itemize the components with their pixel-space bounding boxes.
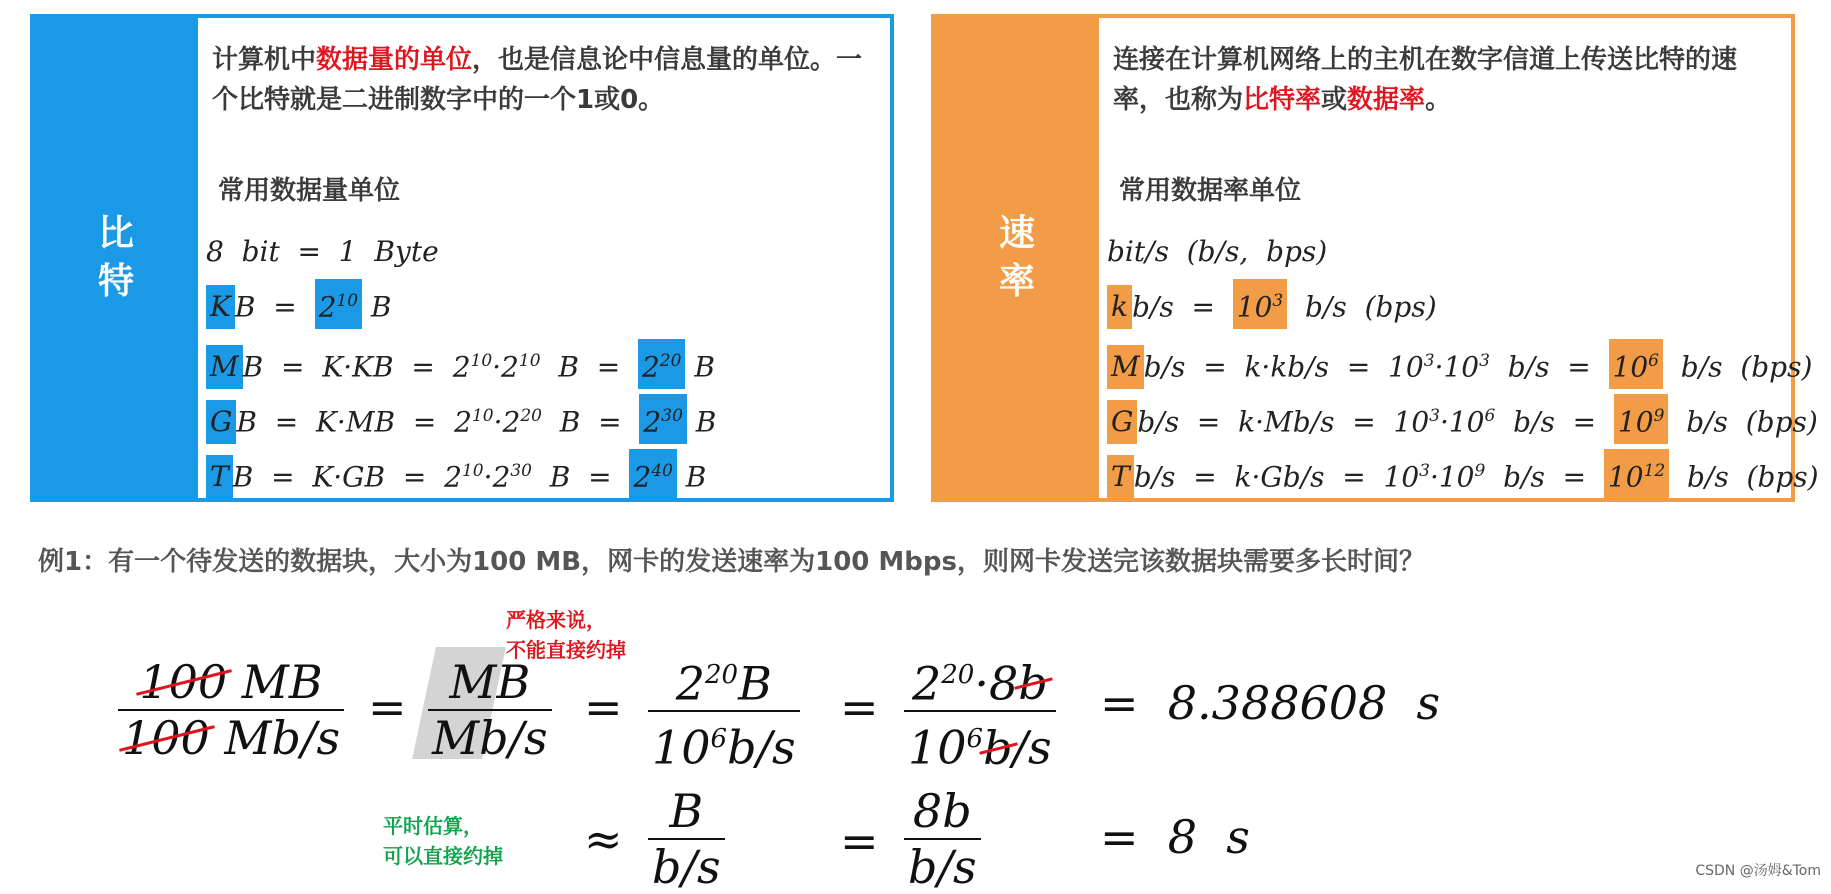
formula-mid-3: B = xyxy=(531,460,630,494)
hl-base: 10 xyxy=(1617,405,1654,439)
exp: 3 xyxy=(1423,351,1435,371)
watermark: CSDN @汤姆&Tom xyxy=(1695,863,1821,879)
hl-base: 10 xyxy=(1607,460,1644,494)
unit-prefix: k xyxy=(1107,285,1132,329)
denominator-unit: Mb/s xyxy=(209,711,341,765)
rate-side-char-1: 速 xyxy=(998,213,1035,254)
rate-desc-highlight-1: 比特率 xyxy=(1243,85,1322,115)
formula-tail: b/s (bps) xyxy=(1662,350,1813,384)
unit-rest: b/s xyxy=(1143,350,1186,384)
formula-mid: = k·Mb/s = 10 xyxy=(1179,405,1430,439)
formula-row: 8 bit = 1 Byte xyxy=(206,235,439,268)
formula-mid: = K·KB = 2 xyxy=(263,350,471,384)
formula-mid-2: ·10 xyxy=(1429,460,1475,494)
formula-mid-3: b/s = xyxy=(1485,460,1604,494)
exp: 9 xyxy=(1474,461,1486,481)
hl-exp: 12 xyxy=(1643,461,1666,481)
unit-rest: b/s xyxy=(1133,460,1176,494)
unit-rest: b/s xyxy=(1131,290,1174,324)
hl-exp: 6 xyxy=(1648,351,1659,371)
exp: 10 xyxy=(470,351,493,371)
rate-panel xyxy=(931,14,1819,502)
formula-highlight xyxy=(639,394,686,444)
exp: 10 xyxy=(518,351,541,371)
unit: B xyxy=(738,656,772,711)
unit-prefix: G xyxy=(1107,400,1137,444)
rate-definition xyxy=(1113,40,1773,120)
formula-row xyxy=(1107,279,1819,334)
unit-prefix: M xyxy=(206,345,243,389)
formula-mid-2: ·2 xyxy=(483,460,511,494)
fraction-2pow20B-over-10pow6bs xyxy=(648,650,800,773)
exp: 20 xyxy=(941,660,975,690)
struck-unit: b xyxy=(983,720,1013,775)
hl-base: 2 xyxy=(643,405,662,439)
formula-mid-2: ·10 xyxy=(1434,350,1480,384)
exp: 20 xyxy=(705,660,739,690)
factor: ·8 xyxy=(974,656,1019,711)
bit-units-subtitle: 常用数据量单位 xyxy=(218,176,401,206)
equals-sign: = xyxy=(840,680,879,734)
formula-tail: b/s (bps) xyxy=(1287,290,1437,324)
unit: /s xyxy=(1012,720,1052,775)
unit-rest: B xyxy=(236,405,257,439)
rate-desc-highlight-2: 数据率 xyxy=(1347,85,1426,115)
fraction-100MB-over-100Mbs xyxy=(118,657,344,763)
note-strict-line-1: 严格来说， xyxy=(506,608,606,632)
exp: 3 xyxy=(1479,351,1490,371)
formula-row xyxy=(206,279,716,334)
formula-row xyxy=(206,389,716,444)
unit-prefix: K xyxy=(206,285,235,329)
rate-formulas xyxy=(1107,224,1819,499)
bit-definition xyxy=(212,40,872,120)
base: 10 xyxy=(652,720,711,775)
formula-tail: b/s (bps) xyxy=(1668,405,1818,439)
formula-mid-3: b/s = xyxy=(1495,405,1614,439)
base: 2 xyxy=(911,656,942,711)
rate-side-label xyxy=(935,18,1099,498)
formula-mid-3: B = xyxy=(541,405,640,439)
fraction-MB-over-Mbs xyxy=(428,657,552,763)
formula-row xyxy=(206,334,716,389)
hl-exp: 3 xyxy=(1272,291,1284,311)
formula-tail: b/s (bps) xyxy=(1669,460,1819,494)
formula-mid-2: ·10 xyxy=(1439,405,1485,439)
unit: b/s xyxy=(727,720,796,775)
exp: 6 xyxy=(966,724,984,755)
result-exact: = 8.388608 s xyxy=(1100,676,1441,730)
unit-rest: b/s xyxy=(1137,405,1180,439)
struck-number: 100 xyxy=(139,655,228,709)
unit-rest: B xyxy=(234,290,256,324)
hl-exp: 10 xyxy=(336,291,359,311)
exp: 6 xyxy=(1484,406,1496,426)
formula-mid: = K·MB = 2 xyxy=(256,405,472,439)
bit-formulas xyxy=(206,224,716,499)
hl-base: 2 xyxy=(641,350,660,384)
denominator: b/s xyxy=(648,838,725,892)
result-estimate: = 8 s xyxy=(1100,810,1250,864)
formula-highlight xyxy=(315,279,362,329)
bit-desc-text: 计算机中 xyxy=(212,45,317,75)
formula-mid: = K·GB = 2 xyxy=(253,460,462,494)
formula-tail: B xyxy=(676,460,707,494)
unit-rest: B xyxy=(232,460,254,494)
numerator: B xyxy=(669,784,704,838)
formula-tail: B xyxy=(686,405,717,439)
example-question: 例1：有一个待发送的数据块，大小为100 MB，网卡的发送速率为100 Mbps，则网卡发送完该数据块需要多长时间？ xyxy=(38,547,1426,577)
hl-base: 10 xyxy=(1612,350,1649,384)
fraction-8b-over-bs xyxy=(904,786,981,892)
exp: 10 xyxy=(461,461,484,481)
formula-mid: = k·kb/s = 10 xyxy=(1185,350,1424,384)
formula-tail: B xyxy=(362,290,392,324)
rate-desc-end: 。 xyxy=(1425,85,1452,115)
numerator: 8b xyxy=(912,784,972,838)
fraction-B-over-bs xyxy=(648,786,725,892)
formula-row: bit/s (b/s, bps) xyxy=(1107,235,1328,268)
exp: 20 xyxy=(520,406,542,426)
formula-highlight xyxy=(629,449,676,499)
formula-mid: = k·Gb/s = 10 xyxy=(1175,460,1420,494)
formula-highlight xyxy=(1614,394,1668,444)
formula-highlight xyxy=(1604,449,1669,499)
base: 2 xyxy=(675,656,706,711)
formula-mid-2: ·2 xyxy=(492,350,519,384)
exp: 6 xyxy=(710,724,728,755)
formula-highlight xyxy=(1233,279,1287,329)
equals-sign: = xyxy=(368,680,407,734)
unit-rest: B xyxy=(242,350,264,384)
unit-prefix: M xyxy=(1107,345,1144,389)
unit-prefix: G xyxy=(206,400,236,444)
rate-desc-text: 连接在计算机网络上的主机在数字信道上传送比特的速率，也称为 xyxy=(1113,45,1738,115)
formula-mid-2: ·2 xyxy=(493,405,521,439)
formula-highlight xyxy=(638,339,685,389)
formula-row xyxy=(1107,444,1819,499)
unit-prefix: T xyxy=(1107,455,1134,499)
note-estimate-line-2: 可以直接约掉 xyxy=(383,844,503,868)
struck-number: 100 xyxy=(122,711,210,765)
note-estimate-line-1: 平时估算， xyxy=(383,814,483,838)
approx-sign: ≈ xyxy=(584,812,623,866)
bit-desc-text-2: ，也是信息论中信息量的单位。一个比特就是二进制数字中的一个1或0。 xyxy=(212,45,863,115)
rate-desc-or: 或 xyxy=(1321,85,1348,115)
formula-row xyxy=(206,444,716,499)
exp: 10 xyxy=(471,406,494,426)
fraction-2pow20-8b-over-10pow6bs xyxy=(904,650,1056,773)
base: 10 xyxy=(908,720,967,775)
rate-units-subtitle: 常用数据率单位 xyxy=(1119,176,1302,206)
hl-base: 2 xyxy=(318,290,337,324)
unit-prefix: T xyxy=(206,455,233,499)
hl-base: 10 xyxy=(1236,290,1273,324)
bit-desc-highlight: 数据量的单位 xyxy=(316,45,473,75)
formula-mid-3: b/s = xyxy=(1489,350,1609,384)
formula-mid-3: B = xyxy=(540,350,638,384)
bit-side-char-1: 比 xyxy=(97,213,134,254)
formula-row xyxy=(1107,389,1819,444)
formula-highlight xyxy=(1609,339,1663,389)
formula-mid: = xyxy=(255,290,315,324)
note-estimate xyxy=(383,811,503,871)
denominator: b/s xyxy=(904,838,981,892)
bit-side-label xyxy=(34,18,198,498)
exp: 3 xyxy=(1419,461,1430,481)
formula-row xyxy=(1107,334,1819,389)
rate-side-char-2: 率 xyxy=(998,261,1035,302)
hl-exp: 40 xyxy=(651,461,673,481)
denominator: Mb/s xyxy=(428,709,552,763)
struck-unit: b xyxy=(1018,656,1048,711)
numerator: MB xyxy=(449,655,531,709)
hl-exp: 20 xyxy=(659,351,682,371)
note-strict-line-2: 不能直接约掉 xyxy=(506,638,626,662)
equals-sign: = xyxy=(840,814,879,868)
exp: 3 xyxy=(1429,406,1440,426)
equals-sign: = xyxy=(584,680,623,734)
hl-base: 2 xyxy=(633,460,652,494)
exp: 30 xyxy=(510,461,532,481)
numerator-unit: MB xyxy=(227,655,323,709)
formula-mid: = xyxy=(1173,290,1233,324)
bit-side-char-2: 特 xyxy=(97,261,134,302)
hl-exp: 30 xyxy=(661,406,683,426)
formula-tail: B xyxy=(685,350,715,384)
bit-panel xyxy=(30,14,894,502)
hl-exp: 9 xyxy=(1653,406,1665,426)
